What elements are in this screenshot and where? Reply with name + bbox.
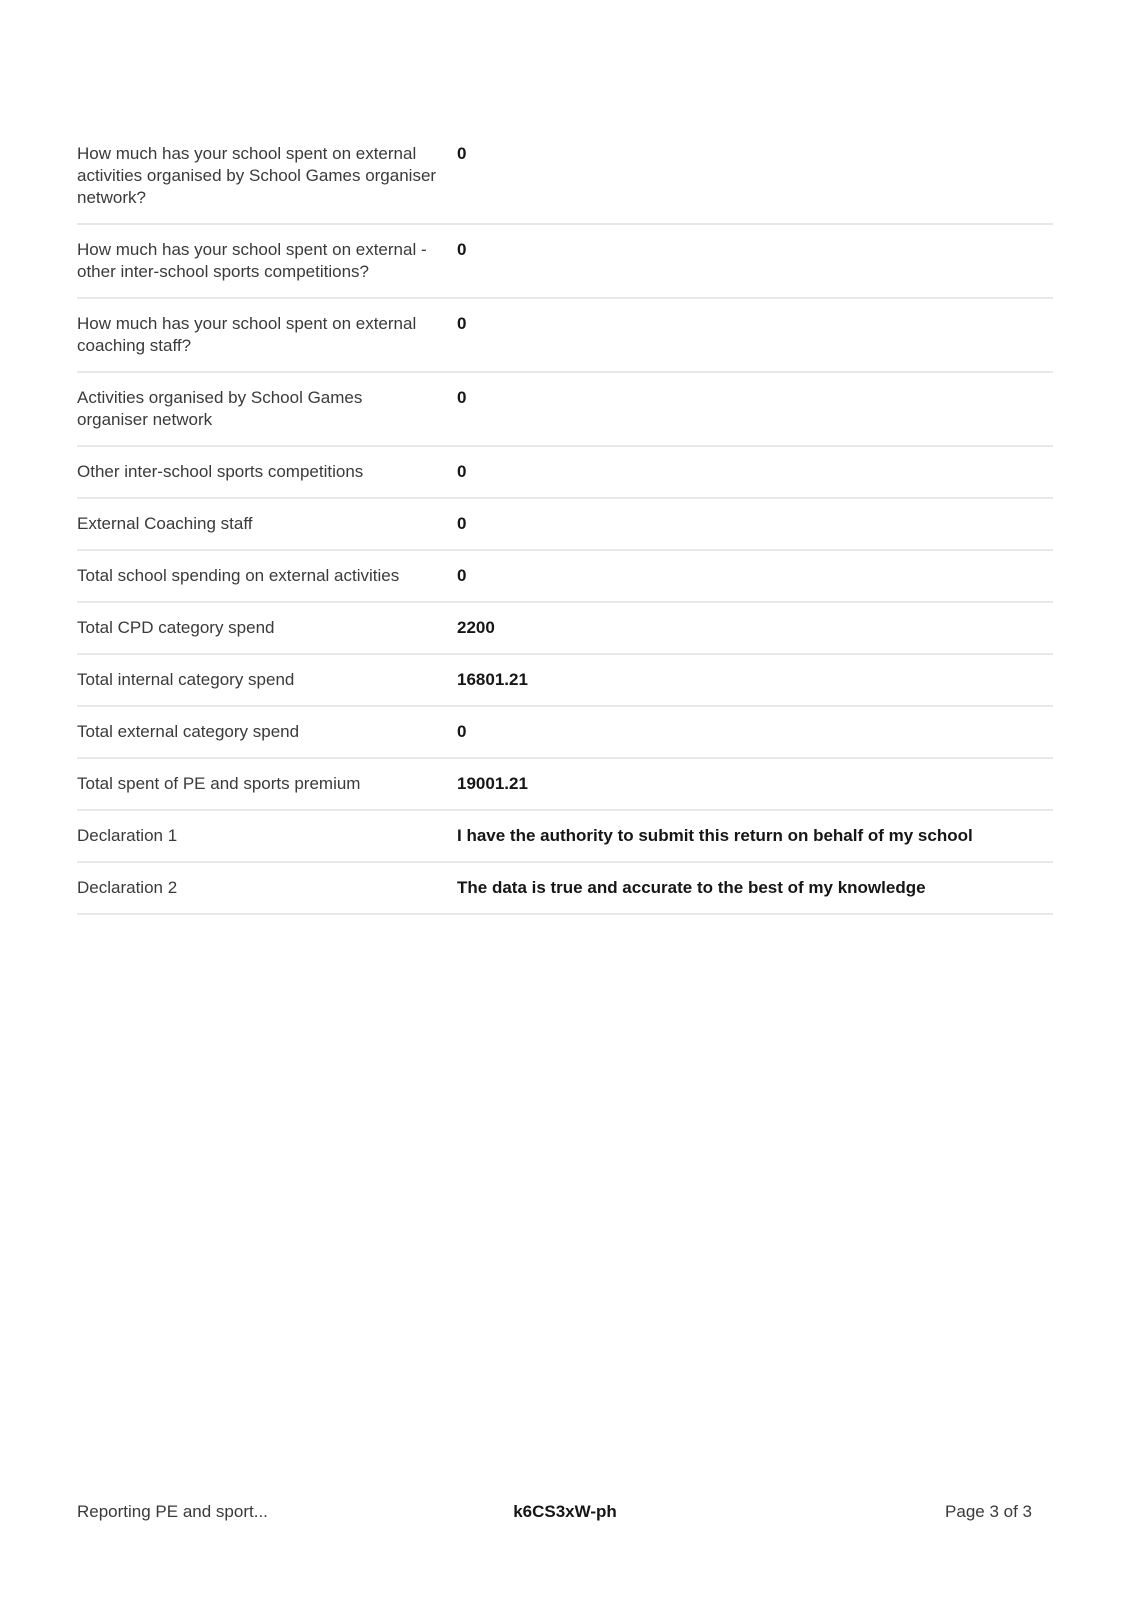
table-row [77,499,1053,551]
footer-reference-code: k6CS3xW-ph [513,1502,617,1521]
row-value: 19001.21 [457,774,528,793]
row-value: 0 [457,388,467,407]
spend-table [77,129,1053,915]
row-label: How much has your school spent on external coaching staff? [77,314,417,355]
table-row [77,551,1053,603]
row-value: 16801.21 [457,670,528,689]
row-label: Declaration 2 [77,878,178,897]
table-row [77,811,1053,863]
row-value: 2200 [457,618,495,637]
row-value: 0 [457,514,467,533]
row-label: Total CPD category spend [77,618,275,637]
row-label: Declaration 1 [77,826,178,845]
table-row [77,373,1053,447]
row-value: 0 [457,314,467,333]
table-row [77,129,1053,225]
row-value: 0 [457,566,467,585]
row-value: 0 [457,462,467,481]
table-row [77,603,1053,655]
table-row [77,447,1053,499]
row-label: External Coaching staff [77,514,253,533]
row-label: Total external category spend [77,722,300,741]
table-row [77,225,1053,299]
row-label: Total school spending on external activities [77,566,400,585]
row-label: Other inter-school sports competitions [77,462,364,481]
table-row [77,655,1053,707]
row-value: 0 [457,240,467,259]
footer-document-title: Reporting PE and sport... [77,1502,268,1521]
row-value: 0 [457,144,467,163]
row-value: I have the authority to submit this return on behalf of my school [457,826,973,845]
row-value: The data is true and accurate to the best of my knowledge [457,878,926,897]
row-label: Total spent of PE and sports premium [77,774,361,793]
table-row [77,759,1053,811]
footer-page-number: Page 3 of 3 [945,1502,1032,1521]
page-footer [0,1501,1130,1523]
row-label: Activities organised by School Games organiser network [77,388,363,429]
table-row [77,707,1053,759]
table-row [77,863,1053,915]
row-value: 0 [457,722,467,741]
row-label: How much has your school spent on external activities organised by School Games organiser network? [77,144,437,207]
row-label: How much has your school spent on external - other inter-school sports competitions? [77,240,427,281]
table-row [77,299,1053,373]
row-label: Total internal category spend [77,670,295,689]
